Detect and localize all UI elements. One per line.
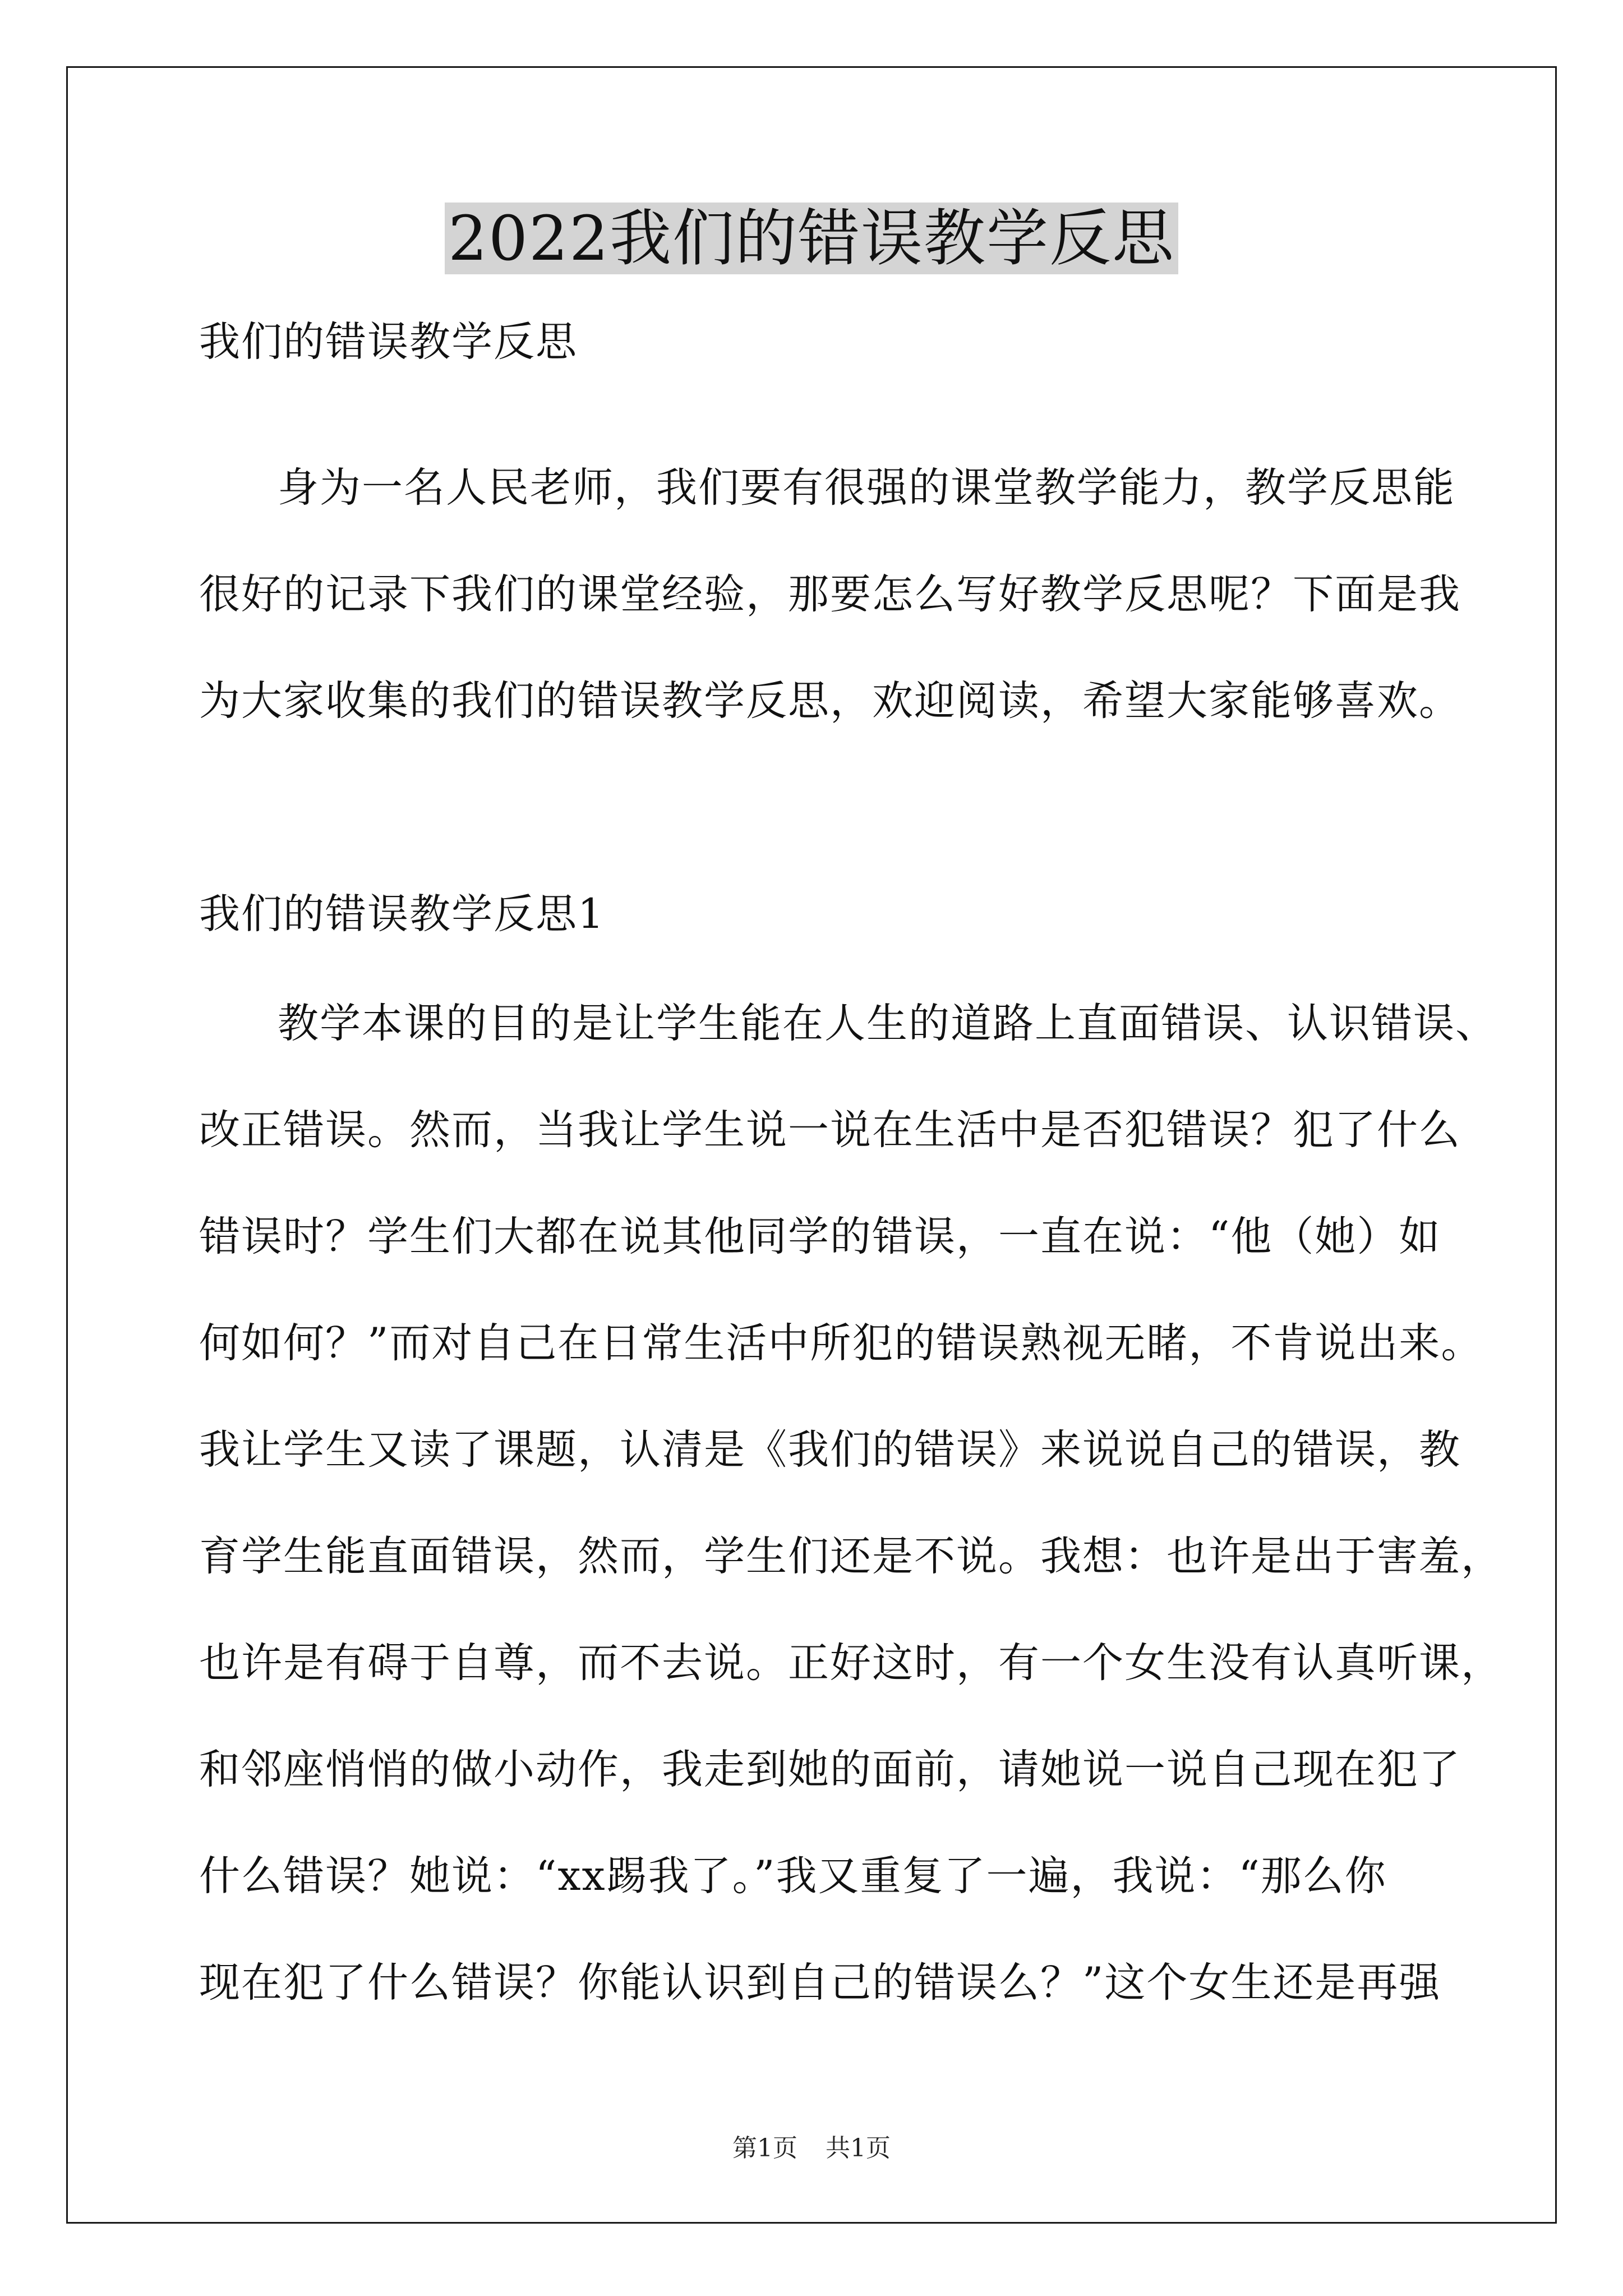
section1-line-7: 也许是有碍于自尊，而不去说。正好这时，有一个女生没有认真听课，: [199, 1639, 1503, 1687]
section1-line-3: 错误时？学生们大都在说其他同学的错误，一直在说：“他（她）如: [199, 1213, 1441, 1260]
page-number: 第1页: [732, 2134, 797, 2162]
intro-heading: 我们的错误教学反思: [199, 318, 578, 366]
section1-line-8: 和邻座悄悄的做小动作，我走到她的面前，请她说一说自己现在犯了: [199, 1746, 1461, 1793]
intro-line-1: 身为一名人民老师，我们要有很强的课堂教学能力，教学反思能: [278, 464, 1455, 512]
section1-line-4: 何如何？”而对自己在日常生活中所犯的错误熟视无睹，不肯说出来。: [199, 1319, 1483, 1367]
intro-line-3: 为大家收集的我们的错误教学反思，欢迎阅读，希望大家能够喜欢。: [199, 677, 1461, 725]
section1-line-2: 改正错误。然而，当我让学生说一说在生活中是否犯错误？犯了什么: [199, 1106, 1461, 1154]
section1-line-1: 教学本课的目的是让学生能在人生的道路上直面错误、认识错误、: [278, 1000, 1497, 1047]
document-title: [0, 199, 1623, 278]
section1-line-10: 现在犯了什么错误？你能认识到自己的错误么？”这个女生还是再强: [199, 1959, 1441, 2007]
document-title-text: 2022我们的错误教学反思: [445, 203, 1178, 274]
section1-heading: 我们的错误教学反思1: [199, 890, 605, 938]
intro-line-2: 很好的记录下我们的课堂经验，那要怎么写好教学反思呢？下面是我: [199, 570, 1461, 618]
section1-line-6: 育学生能直面错误，然而，学生们还是不说。我想：也许是出于害羞，: [199, 1533, 1503, 1580]
section1-line-9: 什么错误？她说：“xx踢我了。”我又重复了一遍，我说：“那么你: [199, 1852, 1387, 1900]
page-footer: [0, 2132, 1623, 2165]
section1-line-5: 我让学生又读了课题，认清是《我们的错误》来说说自己的错误，教: [199, 1426, 1461, 1474]
page-total: 共1页: [826, 2134, 891, 2162]
